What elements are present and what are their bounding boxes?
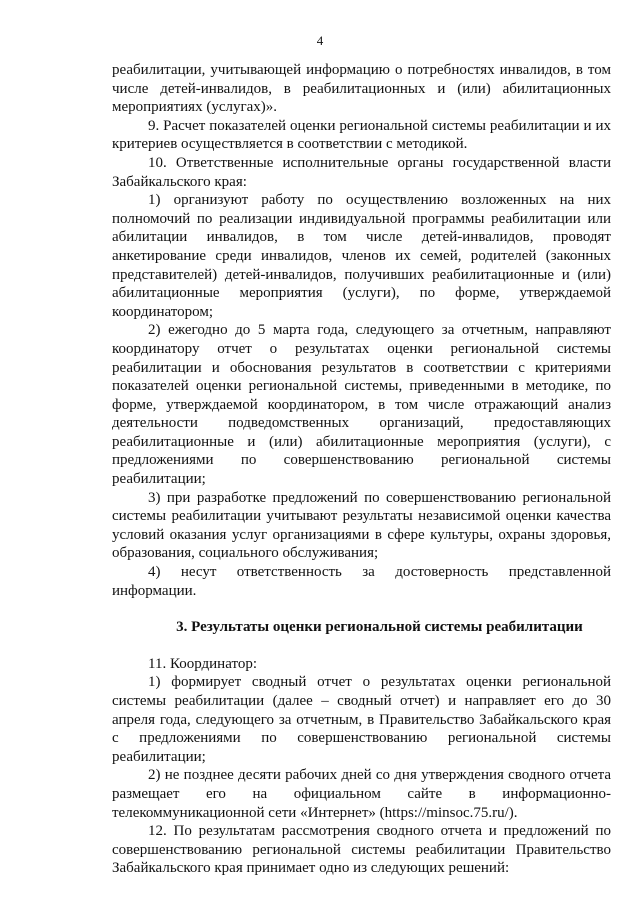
paragraph-item-11-2: 2) не позднее десяти рабочих дней со дня утверждения сводного отчета размещает его на официальном сайте в информационно-телекоммуникационной сети «Интернет» (https://minsoc.75.ru/). <box>112 767 611 821</box>
paragraph-continuation: реабилитации, учитывающей информацию о потребностях инвалидов, в том числе детей-инвалидов, в реабилитационных и (или) абилитационных мероприятиях (услугах)». <box>112 62 611 116</box>
paragraph-item-11: 11. Координатор: <box>148 655 257 672</box>
paragraph-item-9: 9. Расчет показателей оценки региональной системы реабилитации и их критериев осуществляется в соответствии с методикой. <box>112 117 611 153</box>
paragraph-item-10-1: 1) организуют работу по осуществлению возложенных на них полномочий по реализации индивидуальной программы реабилитации или абилитации инвалидов, в том числе детей-инвалидов, проводят анкетирование среди инвалидов, членов их семей, родителей (законных представителей) детей-инвалидов, получивших реабилитационные и (или) абилитационные мероприятия (услуги), по форме, утверждаемой координатором; <box>112 192 611 320</box>
paragraph-item-10: 10. Ответственные исполнительные органы государственной власти Забайкальского края: <box>112 154 611 190</box>
paragraph-item-12: 12. По результатам рассмотрения сводного отчета и предложений по совершенствованию региональной системы реабилитации Правительство Забайкальского края принимает одно из следующих решений: <box>112 823 611 877</box>
paragraph-item-11-1: 1) формирует сводный отчет о результатах оценки региональной системы реабилитации (далее – сводный отчет) и направляет его до 30 апреля года, следующего за отчетным, в Правительство Забайкальского края с предложениями по совершенствованию региональной системы реабилитации; <box>112 674 611 765</box>
section-heading: 3. Результаты оценки региональной системы реабилитации <box>176 619 583 636</box>
document-body <box>112 61 611 878</box>
paragraph-item-10-3: 3) при разработке предложений по совершенствованию региональной системы реабилитации учитывают результаты независимой оценки качества условий оказания услуг организациями в сфере культуры, охраны здоровья, образования, социального обслуживания; <box>112 489 611 562</box>
page-number: 4 <box>316 33 324 48</box>
paragraph-item-10-2: 2) ежегодно до 5 марта года, следующего за отчетным, направляют координатору отчет о результатах оценки региональной системы реабилитации и обоснования результатов в соответствии с критериями показателей оценки региональной системы, приведенными в методике, по форме, утверждаемой координатором, в том числе отражающий анализ деятельности подведомственных организаций, предоставляющих реабилитационные и (или) абилитационные мероприятия (услуги), с предложениями по совершенствованию региональной системы реабилитации; <box>112 322 611 488</box>
paragraph-item-10-4: 4) несут ответственность за достоверность представленной информации. <box>112 564 611 599</box>
